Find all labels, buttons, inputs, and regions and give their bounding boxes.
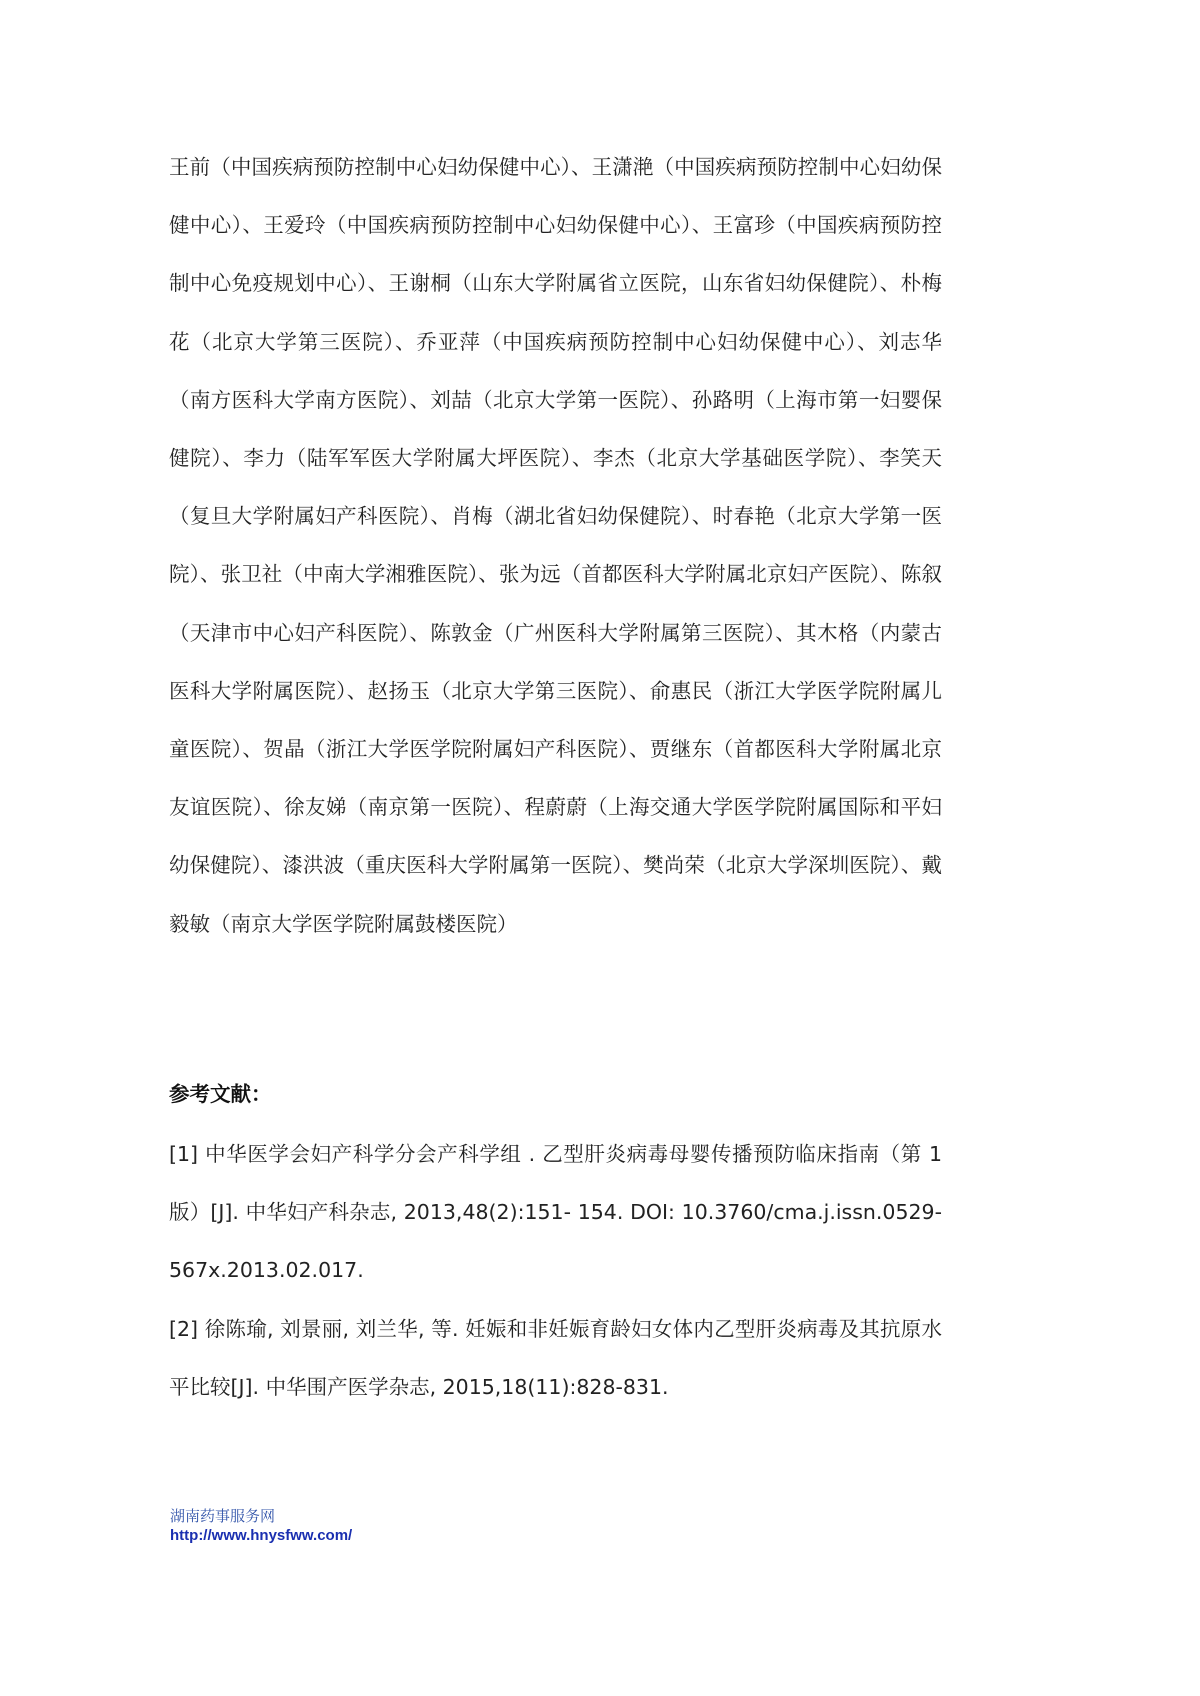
- footer-url-link[interactable]: http://www.hnysfww.com/: [170, 1527, 353, 1544]
- footer-site-name: 湖南药事服务网: [170, 1507, 276, 1525]
- references-list: [169, 1125, 942, 1416]
- references-heading: 参考文献：: [169, 1082, 272, 1106]
- reference-item-2: [2] 徐陈瑜, 刘景丽, 刘兰华, 等. 妊娠和非妊娠育龄妇女体内乙型肝炎病毒及其抗原水平比较[J]. 中华围产医学杂志, 2015,18(11):828-831.: [169, 1316, 942, 1399]
- contributors-paragraph: 王前（中国疾病预防控制中心妇幼保健中心）、王潇滟（中国疾病预防控制中心妇幼保健中心）、王爱玲（中国疾病预防控制中心妇幼保健中心）、王富珍（中国疾病预防控制中心免疫规划中心）、王谢桐（山东大学附属省立医院，山东省妇幼保健院）、朴梅花（北京大学第三医院）、乔亚萍（中国疾病预防控制中心妇幼保健中心）、刘志华（南方医科大学南方医院）、刘喆（北京大学第一医院）、孙路明（上海市第一妇婴保健院）、李力（陆军军医大学附属大坪医院）、李杰（北京大学基础医学院）、李笑天（复旦大学附属妇产科医院）、肖梅（湖北省妇幼保健院）、时春艳（北京大学第一医院）、张卫社（中南大学湘雅医院）、张为远（首都医科大学附属北京妇产医院）、陈叙（天津市中心妇产科医院）、陈敦金（广州医科大学附属第三医院）、其木格（内蒙古医科大学附属医院）、赵扬玉（北京大学第三医院）、俞惠民（浙江大学医学院附属儿童医院）、贺晶（浙江大学医学院附属妇产科医院）、贾继东（首都医科大学附属北京友谊医院）、徐友娣（南京第一医院）、程蔚蔚（上海交通大学医学院附属国际和平妇幼保健院）、漆洪波（重庆医科大学附属第一医院）、樊尚荣（北京大学深圳医院）、戴毅敏（南京大学医学院附属鼓楼医院）: [169, 155, 942, 936]
- page-footer: [170, 1507, 352, 1545]
- reference-item-1: [1] 中华医学会妇产科学分会产科学组 . 乙型肝炎病毒母婴传播预防临床指南（第 1 版）[J]. 中华妇产科杂志, 2013,48(2):151- 154. DOI: 10.3760/cma.j.issn.0529-567x.2013.02.017.: [169, 1142, 942, 1283]
